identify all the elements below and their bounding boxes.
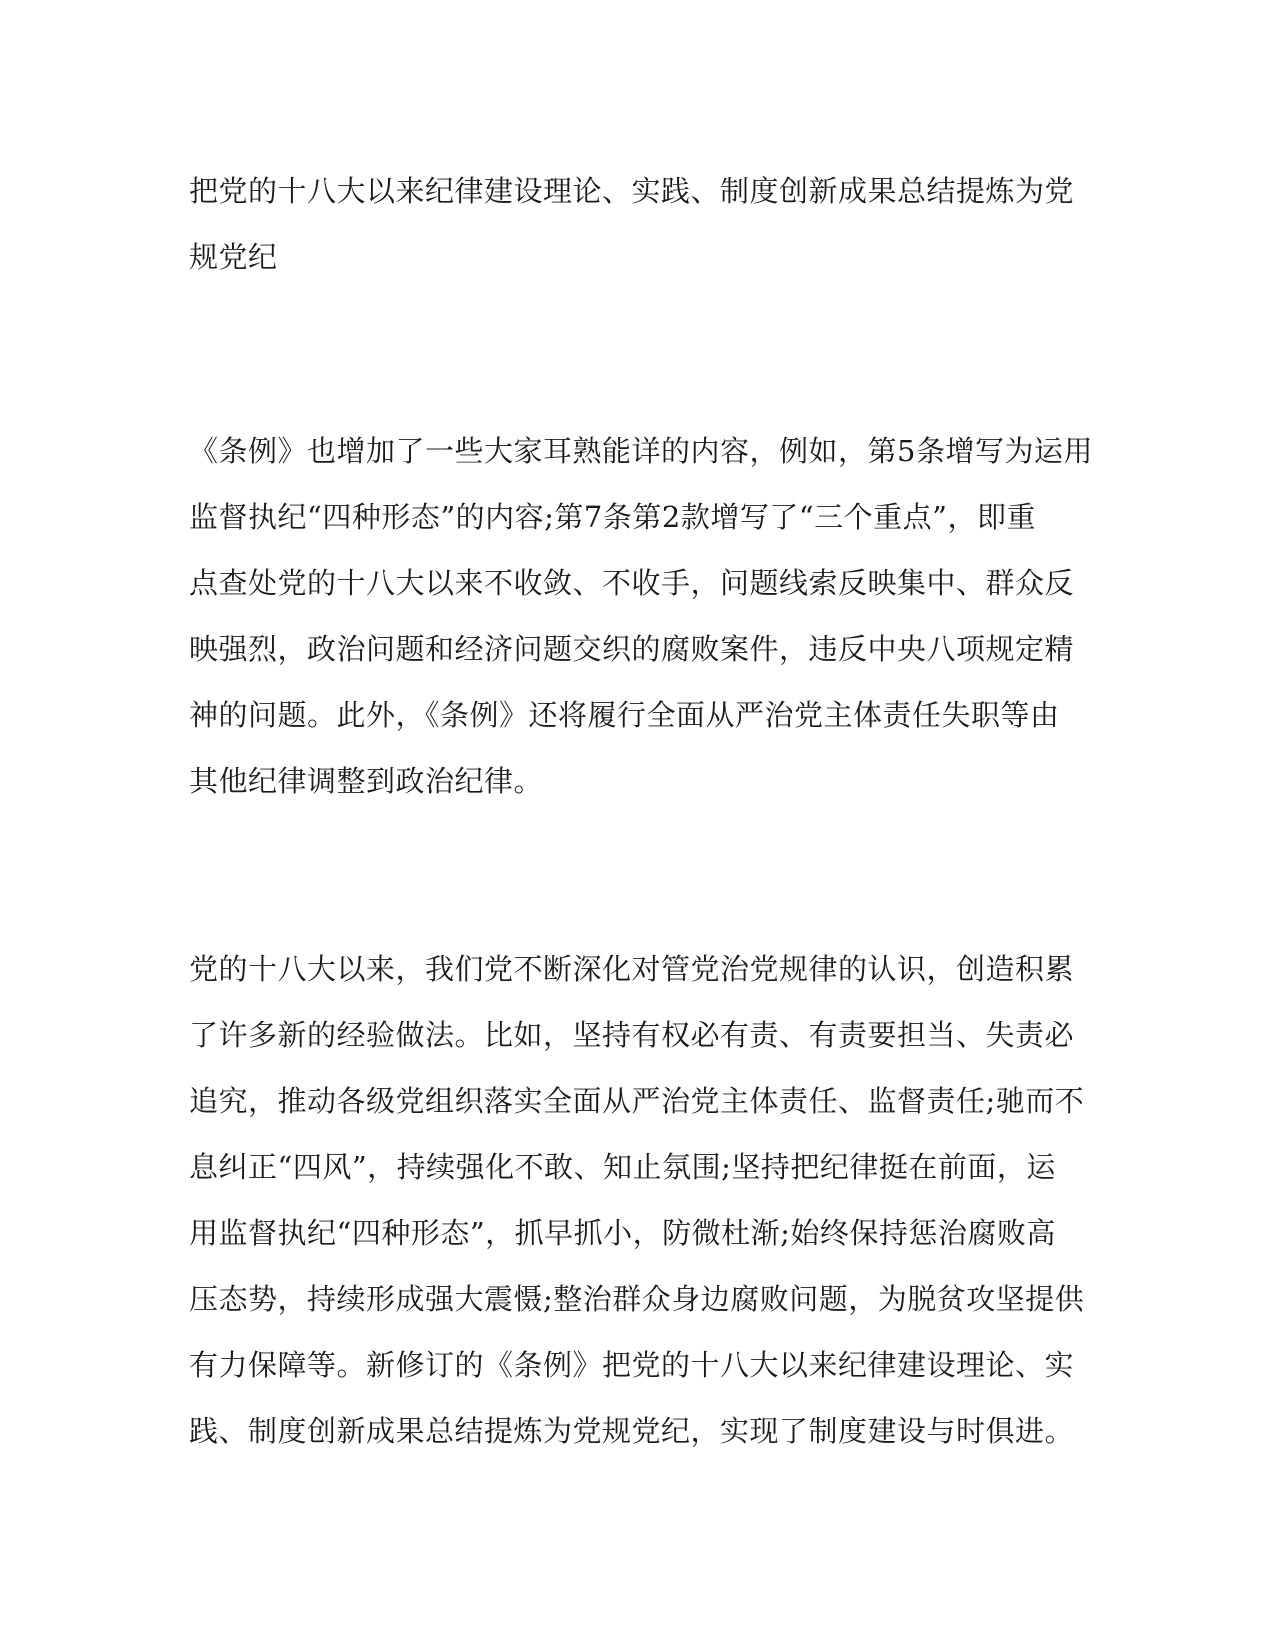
text-line: 规党纪	[189, 240, 278, 274]
paragraph-heading	[189, 158, 1089, 290]
text-line: 息纠正“四风”，持续强化不敢、知止氛围;坚持把纪律挺在前面，运	[189, 1150, 1056, 1184]
text-line: 践、制度创新成果总结提炼为党规党纪，实现了制度建设与时俱进。	[189, 1414, 1075, 1448]
text-line: 映强烈，政治问题和经济问题交织的腐败案件，违反中央八项规定精	[189, 632, 1075, 666]
text-line: 神的问题。此外，《条例》还将履行全面从严治党主体责任失职等由	[189, 698, 1060, 732]
text-line: 了许多新的经验做法。比如，坚持有权必有责、有责要担当、失责必	[189, 1018, 1075, 1052]
text-line: 用监督执纪“四种形态”，抓早抓小，防微杜渐;始终保持惩治腐败高	[189, 1216, 1056, 1250]
text-line: 追究，推动各级党组织落实全面从严治党主体责任、监督责任;驰而不	[189, 1084, 1085, 1118]
text-line: 其他纪律调整到政治纪律。	[189, 764, 544, 798]
text-line: 监督执纪“四种形态”的内容;第7条第2款增写了“三个重点”，即重	[189, 500, 1036, 534]
text-line: 有力保障等。新修订的《条例》把党的十八大以来纪律建设理论、实	[189, 1348, 1075, 1382]
paragraph-regulation-content	[189, 418, 1093, 814]
text-line: 党的十八大以来，我们党不断深化对管党治党规律的认识，创造积累	[189, 952, 1075, 986]
text-line: 《条例》也增加了一些大家耳熟能详的内容，例如，第5条增写为运用	[189, 434, 1093, 468]
text-line: 压态势，持续形成强大震慑;整治群众身边腐败问题，为脱贫攻坚提供	[189, 1282, 1085, 1316]
paragraph-since-18th-congress	[189, 936, 1089, 1464]
text-line: 把党的十八大以来纪律建设理论、实践、制度创新成果总结提炼为党	[189, 174, 1075, 208]
text-line: 点查处党的十八大以来不收敛、不收手，问题线索反映集中、群众反	[189, 566, 1075, 600]
